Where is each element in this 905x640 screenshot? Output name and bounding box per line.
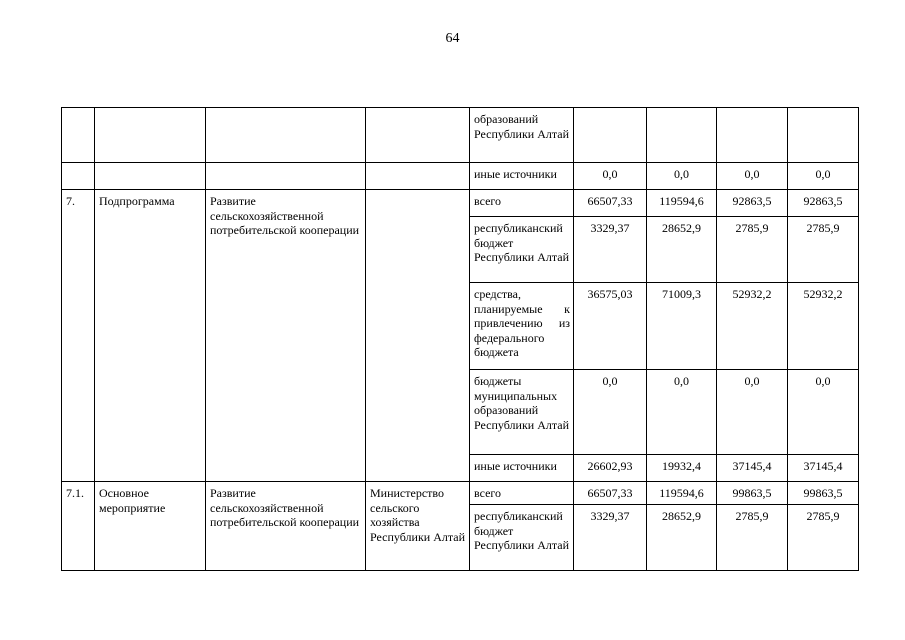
- program-name-cell: [206, 163, 366, 190]
- value-cell: [717, 108, 788, 163]
- page-number: 64: [445, 31, 460, 46]
- value-cell: 2785,9: [717, 217, 788, 283]
- value-cell: 0,0: [717, 163, 788, 190]
- value-cell: 66507,33: [574, 482, 647, 505]
- value-cell: 0,0: [788, 163, 859, 190]
- value-cell: 2785,9: [788, 217, 859, 283]
- executor-cell: [366, 108, 470, 163]
- value-cell: 0,0: [574, 370, 647, 455]
- funding-source-cell: иные источники: [470, 455, 574, 482]
- value-cell: 0,0: [647, 370, 717, 455]
- funding-source-cell: средства, планируемые к привлечению из федерального бюджета: [470, 283, 574, 370]
- value-cell: 52932,2: [717, 283, 788, 370]
- value-cell: 37145,4: [717, 455, 788, 482]
- value-cell: [647, 108, 717, 163]
- status-cell: Основное мероприятие: [95, 482, 206, 571]
- value-cell: 52932,2: [788, 283, 859, 370]
- table-row: [62, 163, 859, 190]
- table-row: [62, 482, 859, 505]
- value-cell: 99863,5: [788, 482, 859, 505]
- program-name-cell: Развитие сельскохозяйственной потребительской кооперации: [206, 190, 366, 482]
- value-cell: [574, 108, 647, 163]
- value-cell: [788, 108, 859, 163]
- funding-source-cell: образований Республики Алтай: [470, 108, 574, 163]
- value-cell: 71009,3: [647, 283, 717, 370]
- value-cell: 3329,37: [574, 505, 647, 571]
- table-row: [62, 190, 859, 217]
- program-name-cell: Развитие сельскохозяйственной потребительской кооперации: [206, 482, 366, 571]
- value-cell: 119594,6: [647, 190, 717, 217]
- value-cell: 0,0: [647, 163, 717, 190]
- value-cell: 26602,93: [574, 455, 647, 482]
- funding-source-cell: республиканский бюджет Республики Алтай: [470, 217, 574, 283]
- funding-source-cell: иные источники: [470, 163, 574, 190]
- row-number-cell: 7.1.: [62, 482, 95, 571]
- executor-cell: Министерство сельского хозяйства Республики Алтай: [366, 482, 470, 571]
- value-cell: 119594,6: [647, 482, 717, 505]
- value-cell: 99863,5: [717, 482, 788, 505]
- value-cell: 28652,9: [647, 217, 717, 283]
- value-cell: 0,0: [574, 163, 647, 190]
- row-number-cell: 7.: [62, 190, 95, 482]
- executor-cell: [366, 190, 470, 482]
- funding-source-cell: всего: [470, 482, 574, 505]
- value-cell: 2785,9: [788, 505, 859, 571]
- value-cell: 36575,03: [574, 283, 647, 370]
- funding-source-cell: всего: [470, 190, 574, 217]
- value-cell: 92863,5: [788, 190, 859, 217]
- value-cell: 19932,4: [647, 455, 717, 482]
- status-cell: Подпрограмма: [95, 190, 206, 482]
- table-row: [62, 108, 859, 163]
- executor-cell: [366, 163, 470, 190]
- value-cell: 66507,33: [574, 190, 647, 217]
- row-number-cell: [62, 163, 95, 190]
- status-cell: [95, 108, 206, 163]
- value-cell: 3329,37: [574, 217, 647, 283]
- program-name-cell: [206, 108, 366, 163]
- funding-source-cell: республиканский бюджет Республики Алтай: [470, 505, 574, 571]
- value-cell: 0,0: [788, 370, 859, 455]
- value-cell: 0,0: [717, 370, 788, 455]
- row-number-cell: [62, 108, 95, 163]
- value-cell: 37145,4: [788, 455, 859, 482]
- value-cell: 2785,9: [717, 505, 788, 571]
- value-cell: 28652,9: [647, 505, 717, 571]
- budget-table: [61, 107, 859, 571]
- value-cell: 92863,5: [717, 190, 788, 217]
- funding-source-cell: бюджеты муниципальных образований Республики Алтай: [470, 370, 574, 455]
- status-cell: [95, 163, 206, 190]
